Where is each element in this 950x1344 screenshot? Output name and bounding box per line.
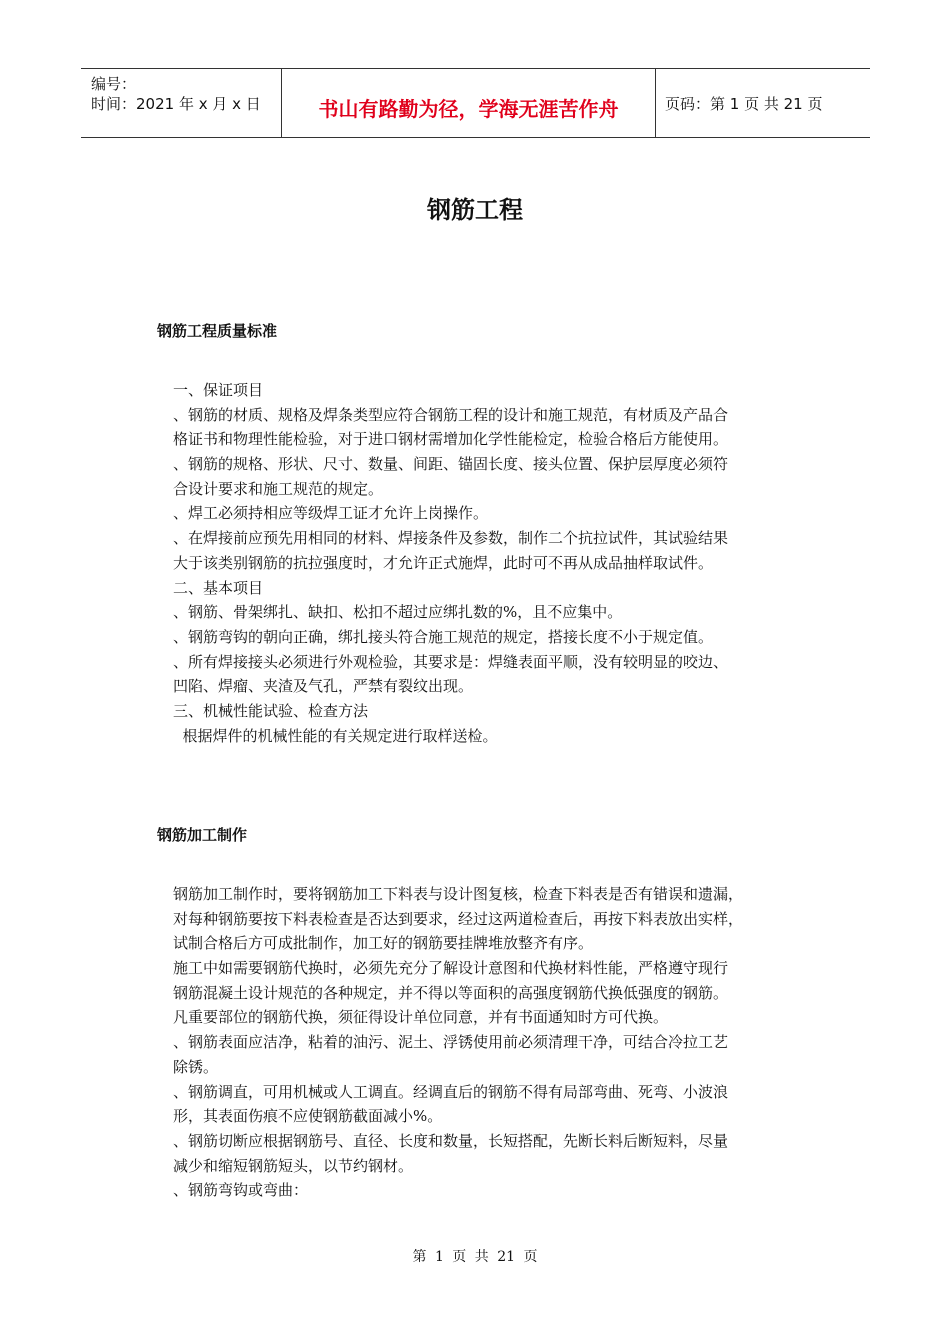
page-info: 页码：第 1 页 共 21 页 [665, 95, 823, 113]
header-right-cell [655, 69, 870, 137]
paragraph-line: 凡重要部位的钢筋代换，须征得设计单位同意，并有书面通知时方可代换。 [173, 1008, 669, 1027]
paragraph-line: 钢筋加工制作时，要将钢筋加工下料表与设计图复核，检查下料表是否有错误和遗漏， [173, 885, 744, 903]
paragraph-line: 除锈。 [173, 1057, 219, 1076]
paragraph-line: 凹陷、焊瘤、夹渣及气孔，严禁有裂纹出现。 [173, 677, 474, 696]
page-footer: 第 1 页 共 21 页 [412, 1249, 538, 1265]
document-title: 钢筋工程 [427, 196, 523, 224]
header-motto-cell [281, 69, 656, 137]
paragraph-line: 、钢筋切断应根据钢筋号、直径、长度和数量，长短搭配，先断长料后断短料，尽量 [173, 1131, 729, 1150]
paragraph-line: 减少和缩短钢筋短头，以节约钢材。 [173, 1156, 414, 1175]
paragraph-line: 施工中如需要钢筋代换时，必须先充分了解设计意图和代换材料性能，严格遵守现行 [173, 959, 729, 978]
paragraph-line: 根据焊件的机械性能的有关规定进行取样送检。 [173, 726, 498, 745]
paragraph-line: 、钢筋弯钩或弯曲： [173, 1181, 309, 1200]
header-left-cell [81, 69, 281, 137]
paragraph-line: 、在焊接前应预先用相同的材料、焊接条件及参数，制作二个抗拉试件，其试验结果 [173, 529, 729, 548]
section-body-quality [173, 378, 823, 748]
paragraph-line: 、钢筋调直，可用机械或人工调直。经调直后的钢筋不得有局部弯曲、死弯、小波浪 [173, 1082, 729, 1101]
paragraph-line: 一、保证项目 [173, 381, 264, 399]
paragraph-line: 大于该类别钢筋的抗拉强度时，才允许正式施焊，此时可不再从成品抽样取试件。 [173, 553, 714, 572]
section-heading-quality: 钢筋工程质量标准 [157, 322, 278, 340]
paragraph-line: 钢筋混凝土设计规范的各种规定，并不得以等面积的高强度钢筋代换低强度的钢筋。 [173, 983, 729, 1002]
paragraph-line: 三、机械性能试验、检查方法 [173, 701, 369, 720]
paragraph-line: 、钢筋的材质、规格及焊条类型应符合钢筋工程的设计和施工规范，有材质及产品合 [173, 405, 729, 424]
paragraph-line: 形，其表面伤痕不应使钢筋截面减小%。 [173, 1107, 443, 1126]
page-header [81, 68, 870, 138]
paragraph-line: 二、基本项目 [173, 578, 264, 597]
section-heading-processing: 钢筋加工制作 [157, 826, 248, 844]
paragraph-line: 、所有焊接接头必须进行外观检验，其要求是：焊缝表面平顺，没有较明显的咬边、 [173, 652, 729, 671]
paragraph-line: 、焊工必须持相应等级焊工证才允许上岗操作。 [173, 504, 489, 523]
paragraph-line: 、钢筋、骨架绑扎、缺扣、松扣不超过应绑扎数的%，且不应集中。 [173, 603, 623, 622]
paragraph-line: 试制合格后方可成批制作，加工好的钢筋要挂牌堆放整齐有序。 [173, 934, 594, 953]
time-label: 时间：2021 年 x 月 x 日 [91, 95, 261, 113]
motto-text: 书山有路勤为径，学海无涯苦作舟 [318, 97, 619, 121]
paragraph-line: 格证书和物理性能检验，对于进口钢材需增加化学性能检定，检验合格后方能使用。 [173, 430, 729, 449]
number-label: 编号： [91, 75, 137, 93]
section-body-processing [173, 882, 823, 1203]
paragraph-line: 合设计要求和施工规范的规定。 [173, 479, 384, 498]
paragraph-line: 、钢筋弯钩的朝向正确，绑扎接头符合施工规范的规定，搭接长度不小于规定值。 [173, 627, 714, 646]
paragraph-line: 、钢筋的规格、形状、尺寸、数量、间距、锚固长度、接头位置、保护层厚度必须符 [173, 455, 729, 474]
paragraph-line: 对每种钢筋要按下料表检查是否达到要求，经过这两道检查后，再按下料表放出实样， [173, 909, 744, 928]
paragraph-line: 、钢筋表面应洁净，粘着的油污、泥土、浮锈使用前必须清理干净，可结合冷拉工艺 [173, 1033, 729, 1052]
